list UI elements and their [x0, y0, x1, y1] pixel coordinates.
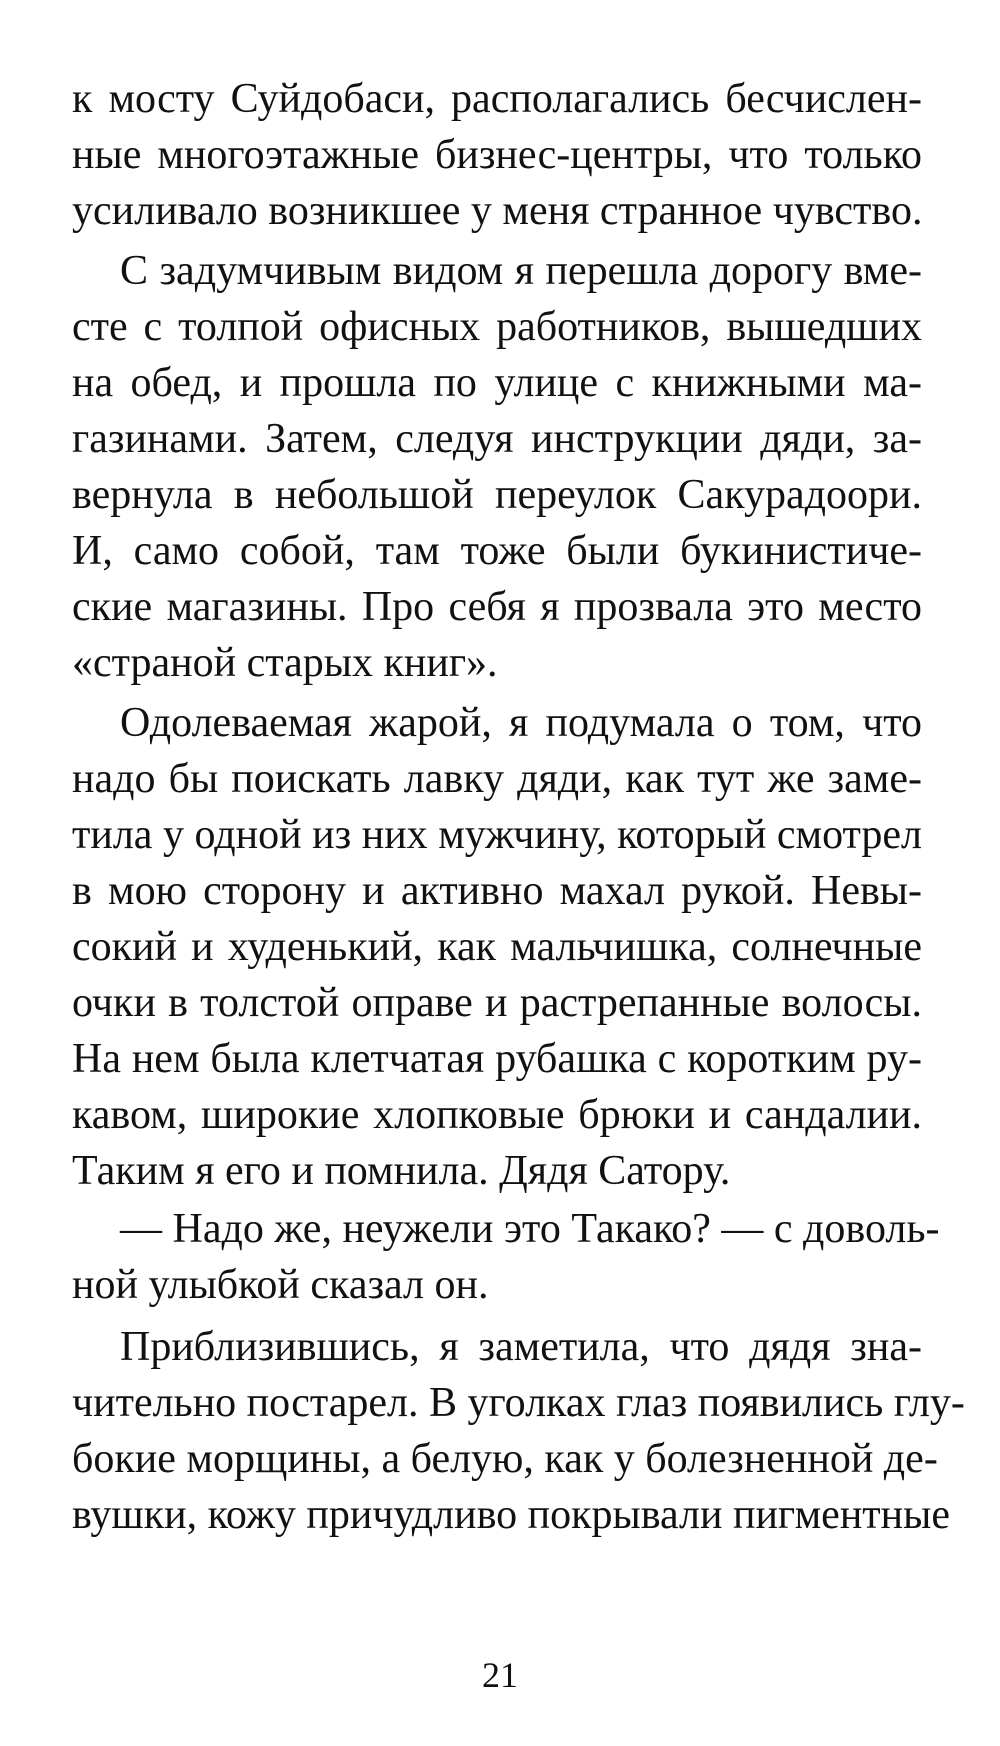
page-number: 21 [482, 1655, 518, 1695]
text-line: сте с толпой офисных работников, вышедших [72, 304, 922, 350]
text-line: ские магазины. Про себя я прозвала это место [72, 584, 922, 630]
text-line: сокий и худенький, как мальчишка, солнечные [72, 924, 922, 970]
text-line: вернула в небольшой переулок Сакурадоори. [72, 472, 922, 518]
text-line: бокие морщины, а белую, как у болезненной де- [72, 1436, 938, 1482]
text-line: тила у одной из них мужчину, который смотрел [72, 812, 922, 858]
text-line: очки в толстой оправе и растрепанные волосы. [72, 980, 922, 1026]
text-line: С задумчивым видом я перешла дорогу вме- [120, 248, 922, 294]
text-line: ные многоэтажные бизнес-центры, что только [72, 132, 922, 178]
text-line: газинами. Затем, следуя инструкции дяди, за- [72, 416, 922, 462]
text-line: ной улыбкой сказал он. [72, 1262, 489, 1308]
text-line: кавом, широкие хлопковые брюки и сандалии. [72, 1092, 922, 1138]
text-line: вушки, кожу причудливо покрывали пигментные [72, 1492, 950, 1538]
text-line: Одолеваемая жарой, я подумала о том, что [120, 700, 922, 746]
text-line: — Надо же, неужели это Такако? — с доволь- [120, 1206, 940, 1252]
text-line: к мосту Суйдобаси, располагались бесчислен- [72, 76, 922, 122]
text-line: в мою сторону и активно махал рукой. Невы- [72, 868, 922, 914]
text-line: усиливало возникшее у меня странное чувство. [72, 188, 923, 234]
text-line: Приблизившись, я заметила, что дядя зна- [120, 1324, 922, 1370]
text-line: Таким я его и помнила. Дядя Сатору. [72, 1148, 731, 1194]
text-line: на обед, и прошла по улице с книжными ма- [72, 360, 922, 406]
text-line: На нем была клетчатая рубашка с коротким ру- [72, 1036, 922, 1082]
text-line: надо бы поискать лавку дяди, как тут же заме- [72, 756, 922, 802]
text-line: чительно постарел. В уголках глаз появились глу- [72, 1380, 965, 1426]
text-line: И, само собой, там тоже были букинистиче- [72, 528, 922, 574]
text-line: «страной старых книг». [72, 640, 498, 686]
